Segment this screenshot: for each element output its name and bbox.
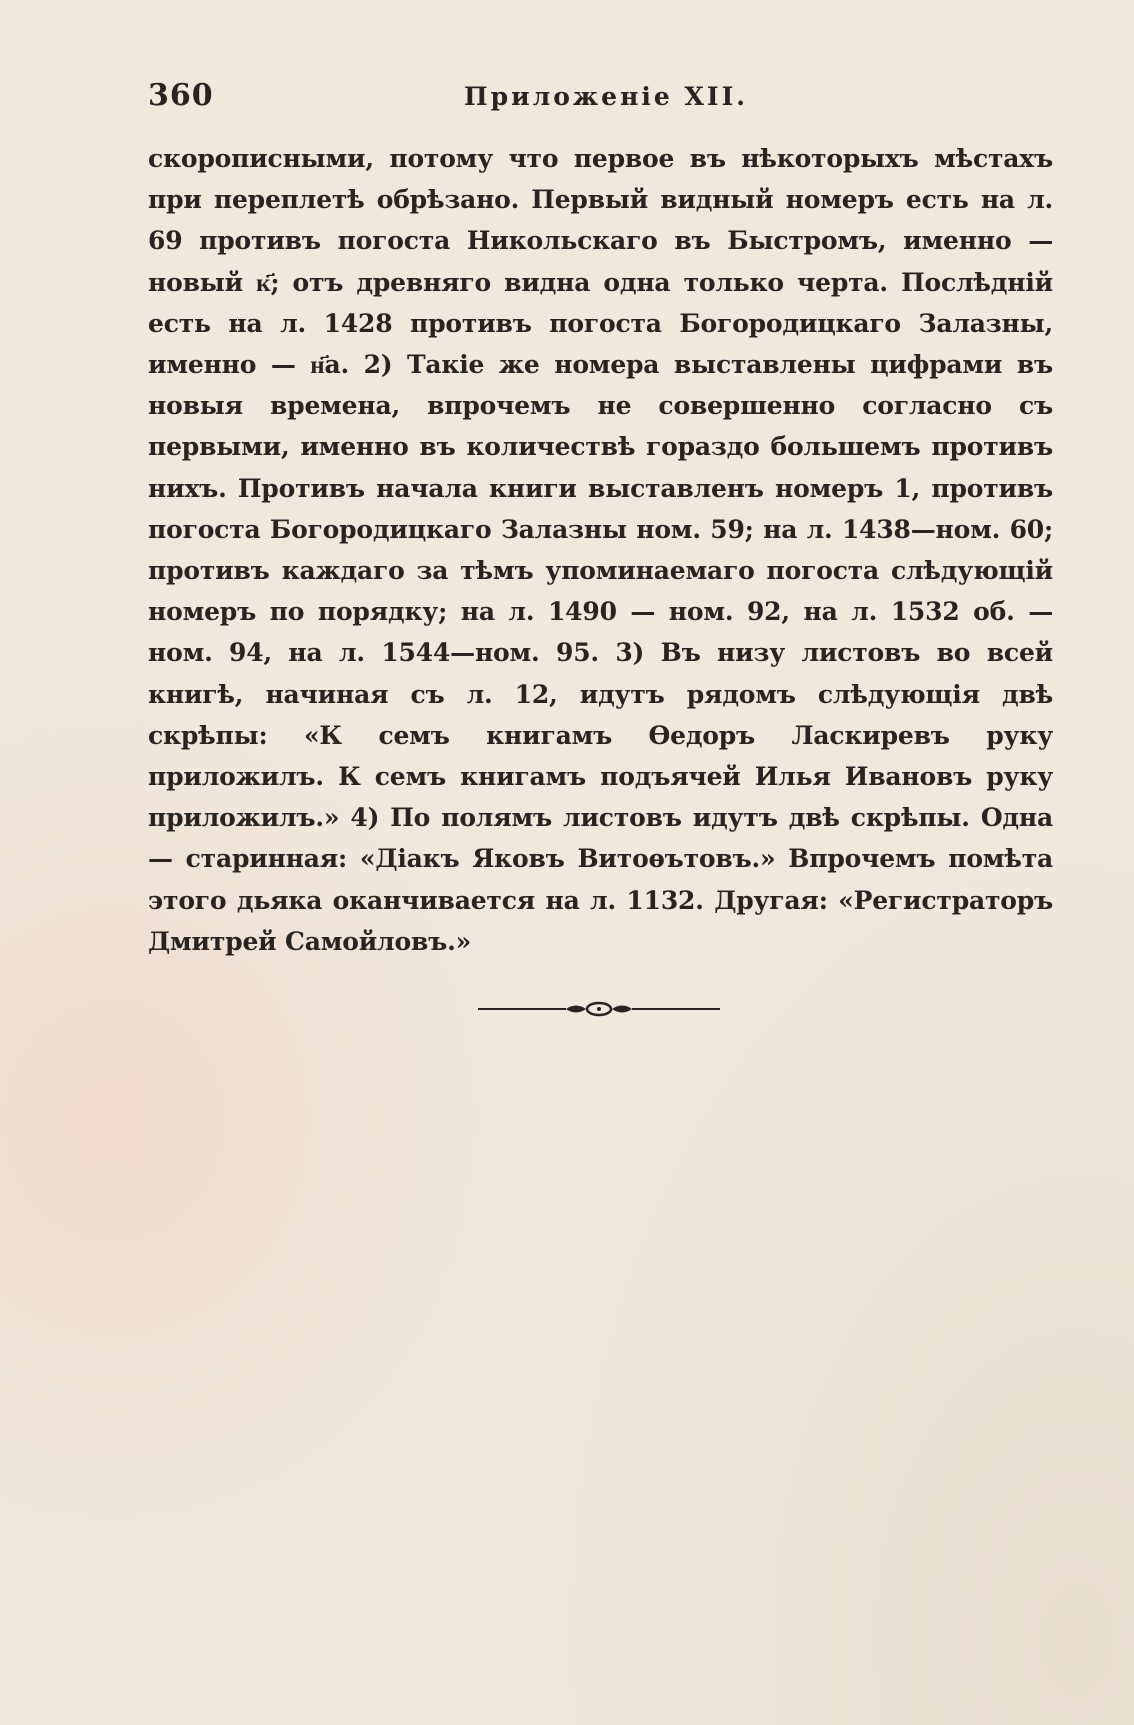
page-number: 360 <box>148 78 214 113</box>
running-head: Приложенiе XII. <box>464 82 748 111</box>
body-paragraph: скорописными, потому что первое въ нѣкоторыхъ мѣстахъ при переплетѣ обрѣзано. Первый видный номеръ есть на л. 69 противъ погоста Никольскаго въ Быстромъ, именно — новый к҃; отъ древняго видна одна только черта. Послѣднiй есть на л. 1428 противъ погоста Богородицкаго Залазны, именно — н҃а. 2) Такiе же номера выставлены цифрами въ новыя времена, впрочемъ не совершенно согласно съ первыми, именно въ количествѣ гораздо большемъ противъ нихъ. Противъ начала книги выставленъ номеръ 1, противъ погоста Богородицкаго Залазны ном. 59; на л. 1438—ном. 60; противъ каждаго за тѣмъ упоминаемаго погоста слѣдующiй номеръ по порядку; на л. 1490 — ном. 92, на л. 1532 об. — ном. 94, на л. 1544—ном. 95. 3) Въ низу листовъ во всей книгѣ, начиная съ л. 12, идутъ рядомъ слѣдующiя двѣ скрѣпы: «К семъ книгамъ Ѳедоръ Ласкиревъ руку приложилъ. К семъ книгамъ подъячей Илья Ивановъ руку приложилъ.» 4) По полямъ листовъ идутъ двѣ скрѣпы. Одна — старинная: «Дiакъ Яковъ Витоѳътовъ.» Впрочемъ помѣта этого дьяка оканчивается на л. 1132. Другая: «Регистраторъ Дмитрей Самойловъ.» <box>148 144 1053 956</box>
ornamental-rule-icon <box>476 996 722 1022</box>
page-header <box>148 78 1053 118</box>
